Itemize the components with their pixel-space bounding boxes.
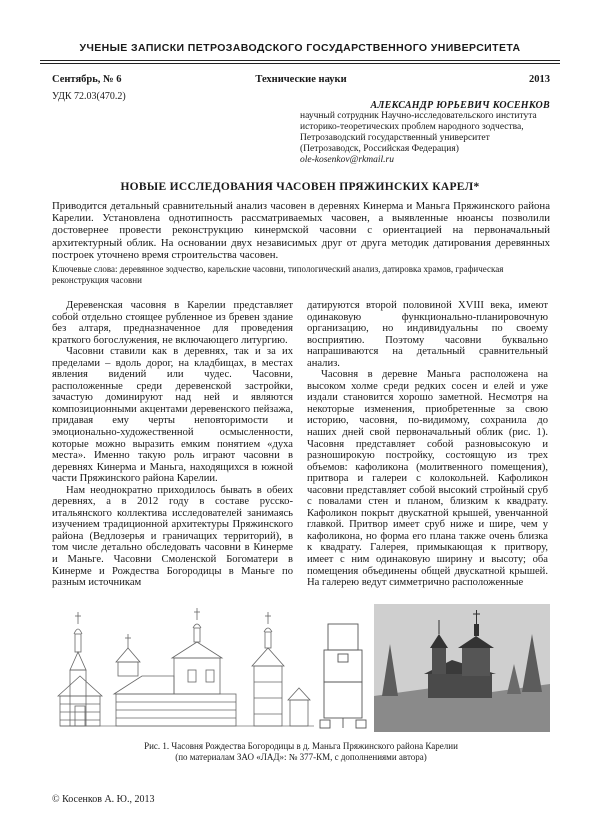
article-abstract: Приводится детальный сравнительный анализ часовен в деревнях Кинерма и Маньга Пряжинского района Карелии. Установлена однотипность рассматриваемых часовен, а выявленные нюансы позволили достовернее провести реконструкцию кинермской часовни с ориентацией на первоначальный архитектурный облик. На основании двух независимых друг от друга методик датирования деревянных построек уточнено время строительства часовен. [52,200,550,261]
chapel-plan [320,624,366,728]
chapel-drawings [52,604,550,732]
paragraph: Нам неоднократно приходилось бывать в обеих деревнях, а в 2012 году в составе русско-итальянского коллектива исследователей занимаясь изучением традиционной архитектуры Пряжинского района (Ведлозерья и граничащих территорий), в том числе детально обследовать часовни в Кинерме и Маньге. Часовни Смоленской Богоматери в Кинерме и Рождества Богородицы в Маньге по разным источникам [52,484,293,589]
paragraph: Часовня в деревне Маньга расположена на высоком холме среди редких сосен и елей и уже издали становится хорошо заметной. Несмотря на некоторые изменения, приобретенные за свою историю, часовня, по-видимому, сохранила до наших дней свой первоначальный облик (рис. 1). Часовня представляет собой разновысокую и разноширокую постройку, состоящую из трех объемов: кафоликона (молитвенного помещения), притвора и галереи с колокольней. Кафоликон часовни представляет собой высокий стройный сруб с повалами стен и планом, близким к квадрату. Кафоликон покрыт двускатной крышей, увенчанной главкой. Притвор имеет сруб ниже и шире, чем у кафоликона, но форма его плана также очень близка к квадрату. Галерея, примыкающая к притвору, имеет с ним одинаковую ширину и высоту; оба помещения объединены общей двускатной крышей. На галерею ведут симметрично расположенные [307,369,548,589]
issue-number: Сентябрь, № 6 [52,74,122,85]
paragraph: Деревенская часовня в Карелии представляет собой отдельно стоящее рубленное из бревен здание без алтаря, предназначенное для проведения краткого богослужения, не включающего литургию. [52,300,293,346]
chapel-elevation-back [252,612,310,726]
author-name: АЛЕКСАНДР ЮРЬЕВИЧ КОСЕНКОВ [370,100,550,111]
figure-caption [52,741,550,763]
chapel-photo [374,604,550,732]
section-name: Технические науки [255,74,347,85]
header-rule [40,60,560,61]
author-block [300,100,550,166]
chapel-figure [52,604,550,732]
photo-gallery [428,674,492,698]
article-keywords: Ключевые слова: деревянное зодчество, карельские часовни, типологический анализ, датировка храмов, графическая реконструкция часовни [52,264,504,285]
photo-belfry [432,648,446,674]
figure-caption-line1: Рис. 1. Часовня Рождества Богородицы в д. Маньга Пряжинского района Карелии [144,741,458,751]
body-column-right [307,300,548,589]
article-title: НОВЫЕ ИССЛЕДОВАНИЯ ЧАСОВЕН ПРЯЖИНСКИХ КАРЕЛ* [120,181,480,193]
paragraph: Часовни ставили как в деревнях, так и за их пределами – вдоль дорог, на кладбищах, в местах явления видений или чудес. Часовни, расположенные среди деревенской застройки, зачастую доминируют над ней и являются композиционными акцентами деревенского пейзажа, придавая ему черты неповторимости и эмоционально-художественной осмысленности, которые можно выразить емким понятием «духа места». Именно такую роль играют часовни в деревнях Кинерма и Маньга, находящихся в южной части Пряжинского района Карелии. [52,346,293,485]
body-column-left [52,300,293,589]
figure-caption-line2: (по материалам ЗАО «ЛАД»: № 377-КМ, с дополнениями автора) [175,752,427,762]
issue-year: 2013 [529,74,550,85]
chapel-elevation-side [114,608,236,726]
author-affiliation: научный сотрудник Научно-исследовательского института историко-теоретических проблем народного зодчества, Петрозаводский государственный университет (Петрозаводск, Российская Федерация) [300,111,537,154]
photo-catholicon [462,648,490,676]
author-email: ole-kosenkov@rkmail.ru [300,155,394,165]
header-rule-thin [40,63,560,64]
paragraph: датируются второй половиной XVIII века, имеют одинаковую функционально-планировочную организацию, но индивидуальны по своему восприятию. Поэтому часовни буквально напрашиваются на детальный сравнительный анализ. [307,300,548,369]
copyright-notice: © Косенков А. Ю., 2013 [52,794,155,805]
udk-code: УДК 72.03(470.2) [52,91,126,102]
chapel-elevation-front [58,612,102,726]
journal-title: УЧЕНЫЕ ЗАПИСКИ ПЕТРОЗАВОДСКОГО ГОСУДАРСТВЕННОГО УНИВЕРСИТЕТА [79,42,521,54]
